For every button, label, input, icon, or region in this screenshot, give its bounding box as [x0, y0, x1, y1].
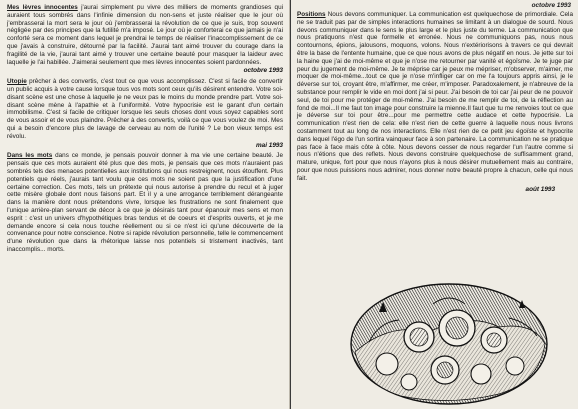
- section-positions: [297, 11, 573, 183]
- section-dans-les-mots: [7, 152, 283, 253]
- section-title: Positions: [297, 11, 326, 18]
- section-body: prêcher à des convertis, c'est tout ce que vous accomplissez. C'est si facile de convertir un public acquis à votre cause lorsque tous vos mots sont ceux qu'ils désirent entendre. Votre soi-disant scène est une chose à laquelle je ne veux pas le moins du monde prendre part. Votre soi-disant scène mène à l'apathie et à l'uniformité. Votre hypocrisie est le garant d'un certain immobilisme. C'est si facile de critiquer lorsque les seuls choses dont vous soyez capables sont de vous assoir et de vous plaindre. Prêcher à des convertis, voilà ce que vous voulez de moi. Mes qui a besoin d'encore plus de lavage de cerveau au nom de l'unité ? Le bon vieux temps est révolu.: [7, 78, 283, 140]
- section-utopie: [7, 78, 283, 140]
- page-header-date: octobre 1993: [531, 2, 571, 9]
- section-body: dans ce monde, je pensais pouvoir donner à ma vie une certaine beauté. Je pensais que ces mots auraient été plus que des mots, je pensais que ces mots n'auraient pas sombrés tels des menaces potentielles aux institutions qui nous restreignent, nous étouffent. Plus potentiels que réels, j'aurais tant voulu que ces mots ne soient pas que la justification d'une certaine correction. Ces mots, tels un prétexte qui nous autorise à prendre du recul et à juger cette misère globale dont nous faisons part. Et il y a une arrogance terriblement dérangeante dans la manière dont nous prétendons vivre, lorsque les frustrations ne sont finalement que l'unique arrière-plan servant de décor à ce que je désirais tant pour épanouir mes sens et mon esprit : c'est un univers d'hypothétiques bras tendus et de coeurs et d'esprits ouverts, et je me demande encore si cela nous touche réellement ou si ce n'est ici qu'une découverte de la convenance pour notre conscience. Notre si rapide révolution personnelle, telle le commencement d'une révolution que dans la rhétorique laisse nos potentiels si tristement inactivés, tant inaccomplis... morts.: [7, 152, 283, 253]
- section-date: mai 1993: [255, 141, 283, 149]
- section-date: août 1993: [525, 185, 555, 193]
- section-title: Mes lèvres innocentes: [7, 4, 78, 11]
- section-body: j'aurai simplement pu vivre des milliers de moments grandioses qui auraient tous sombrés dans l'infinie dimension du non-sens et juste réaliser que le jour où j'embrasserai la mort sera le jour où j'embrasserai la révolution de ce que je suis, trop souvent négligée par des principes que la futilité m'a imposé. Le jour où je conforterai ce que jamais je n'ai conforté sera ce moment dans lequel je prendrai le temps de réaliser l'inaccomplissement de ce que j'avais à construire, détourné par la facilité. J'aurai tant aimé trouver du courage dans la fragilité de la vie, j'aurai tant aimé y trouver une certaine beauté pour masquer la laideur avec laquelle je l'ai habillée. J'aimerai seulement que mes lèvres innocentes soient pardonnées.: [7, 4, 284, 66]
- section-body: Nous devons communiquer. La communication est quelquechose de primordiale. Cela ne se traduit pas par de simples interactions humaines se limitant à un dialogue de sourd. Nous devons communiquer dans le sens le plus large et le plus juste du terme. La communication que nous pratiquons n'est que formelle et erronée. Nous ne communiquons pas, nous nous contournons, épions, jalousons, moquons, volons. Nous n'extériorisons à travers ce qui devrait être la base de l'entente humaine, que ce que nous avons de plus négatif en nous. Je jette sur toi la haine que j'ai de moi-même et que je n'ose me retourner par vanité et égoïsme. Je te juge par peur du jugement de moi-même. Je te méprise car je peux me mépriser, m'observer, m'aimer, me moquer de moi-même...tout ce que je n'ose m'infliger car on me l'a toujours appris ainsi, je le déverse sur toi, croyant être, m'affirmer, me créer, m'imposer. Paradoxalement, je n'abreuve de la substance pour remplir le vide en moi dont j'ai si peur. J'ai besoin de toi car j'ai peur de ne pouvoir seul, de toi pour me protéger de moi-même. J'ai besoin de me remplir de toi, de la réflection au fond de moi...Il me faut ton image pour construire la mienne.Il faut que tu me renvoies tout ce que je déverse sur toi pour être...pour me permettre cette audace et cette hypocrisie. La communication n'est rien de cela: elle n'est rien de cette guerre à laquelle nous nous livrons costamment tout au long de nos interactions. Elle n'est rien de ce petit jeu égoïste et hypocrite dans lequel l'égo de l'un sortira vainqueur face à son partenaire. La communication ne se pratique pas face à face mais côte à côte. Nous devons cesser de nous regarder l'un l'autre comme si nous n'étions que des reflets. Nous devons construire quelquechose de suffisamment grand, mature, unique, fort pour que nous n'ayons plus à nous désirer mutuellement mais au contraire, pour que nous puissions nous admirer, nous donner notre beauté propre à chacun, celle qui nous fait.: [297, 11, 573, 182]
- section-date: octobre 1993: [243, 67, 283, 75]
- section-title: Utopie: [7, 78, 27, 86]
- right-page: [291, 0, 578, 409]
- section-mes-levres: [7, 4, 283, 66]
- engraving-illustration: [349, 282, 549, 408]
- section-title: Dans les mots: [7, 152, 53, 160]
